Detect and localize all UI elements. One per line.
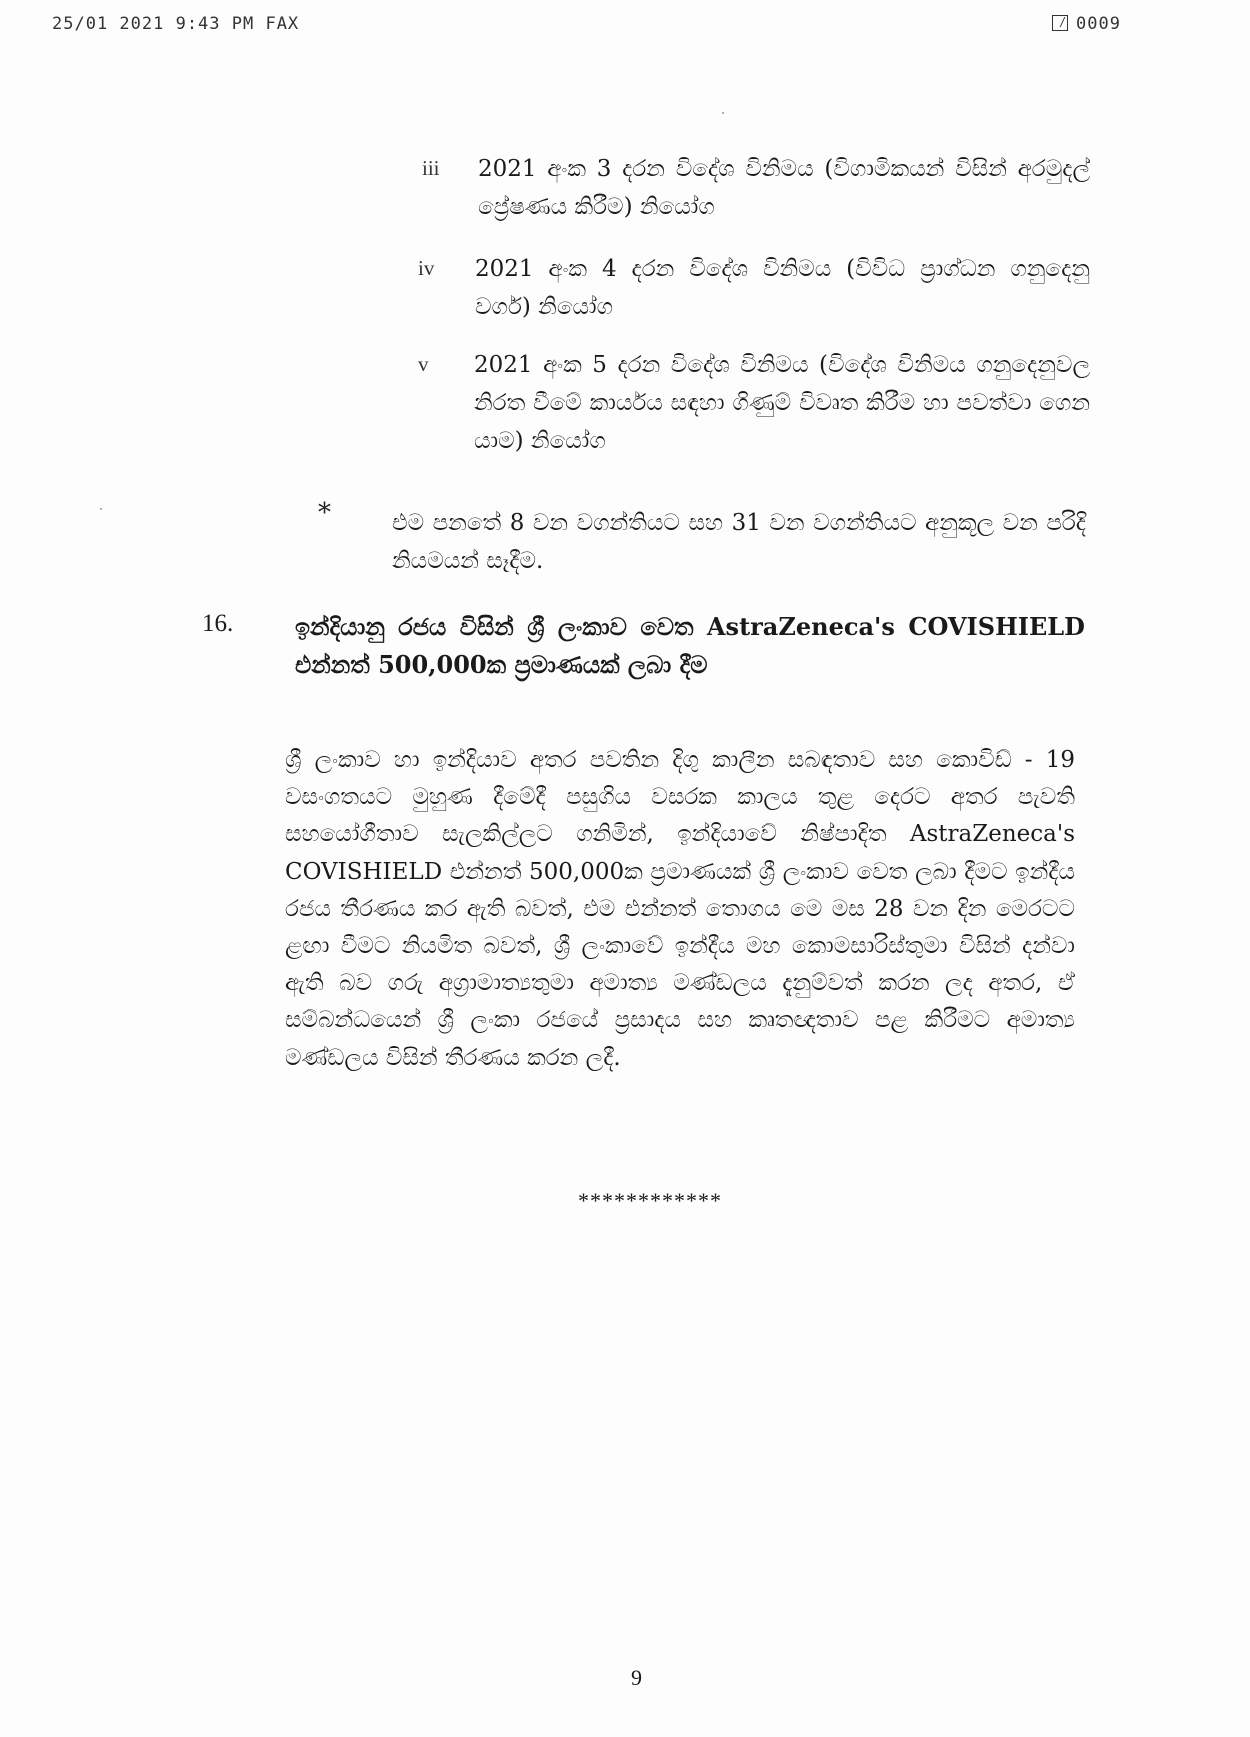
bullet-asterisk: * xyxy=(318,498,331,528)
sub-item-text-iv: 2021 අංක 4 දරන විදේශ විනිමය (විවිධ ප්‍රාග්ධන ගනුදෙනු වර්ග) නියෝග xyxy=(475,256,1090,320)
sub-item-numeral-v: v xyxy=(418,352,429,376)
page-number: 9 xyxy=(631,1665,642,1690)
fax-header-page-code xyxy=(1052,14,1121,34)
sub-item-text-iii: 2021 අංක 3 දරන විදේශ විනිමය (විගාමිකයන් විසින් අරමුදල් ප්‍රේෂණය කිරීම) නියෝග xyxy=(478,156,1090,220)
sub-item-numeral-iii: iii xyxy=(422,156,440,180)
section-number: 16. xyxy=(202,610,234,637)
scan-speck xyxy=(722,112,724,114)
section-separator: ************ xyxy=(578,1188,722,1213)
bullet-item-text: එම පනතේ 8 වන වගන්තියට සහ 31 වන වගන්තියට අනුකූල වන පරිදි නියමයන් සෑදීම. xyxy=(392,510,1086,574)
section-body-paragraph: ශ්‍රී ලංකාව හා ඉන්දියාව අතර පවතින දිගු කාලීන සබඳතාව සහ කොවිඩ් - 19 වසංගතයට මුහුණ දීමේදී පසුගිය වසරක කාලය තුළ දෙරට අතර පැවති සහයෝගීතාව සැලකිල්ලට ගනිමින්, ඉන්දියාවේ නිෂ්පාදිත AstraZeneca's COVISHIELD එන්නත් 500,000ක ප්‍රමාණයක් ශ්‍රී ලංකාව වෙත ලබා දීමට ඉන්දීය රජය තීරණය කර ඇති බවත්, එම එන්නත් තොගය මෙ මස 28 වන දින මෙරටට ළඟා වීමට නියමිත බවත්, ශ්‍රී ලංකාවේ ඉන්දීය මහ කොමසාරිස්තුමා විසින් දන්වා ඇති බව ගරු අග්‍රාමාත්‍යතුමා අමාත්‍ය මණ්ඩලය දැනුම්වත් කරන ලද අතර, ඒ සම්බන්ධයෙන් ශ්‍රී ලංකා රජයේ ප්‍රසාදය සහ කෘතඥතාව පළ කිරීමට අමාත්‍ය මණ්ඩලය විසින් තීරණය කරන ලදී. xyxy=(285,747,1075,1071)
section-title: ඉන්දියානු රජය විසින් ශ්‍රී ලංකාව වෙත AstraZeneca's COVISHIELD එන්නත් 500,000ක ප්‍රමාණයක් ලබා දීම xyxy=(295,612,1085,679)
fax-page-code-text: 0009 xyxy=(1076,14,1121,34)
sub-item-text-v: 2021 අංක 5 දරන විදේශ විනිමය (විදේශ විනිමය ගනුදෙනුවල නිරත වීමේ කාර්යය සඳහා ගිණුම් විවෘත කිරීම හා පවත්වා ගෙන යාම) නියෝග xyxy=(474,352,1090,454)
sub-item-numeral-iv: iv xyxy=(418,256,435,280)
fax-checkbox-icon xyxy=(1052,15,1068,31)
fax-header-timestamp: 25/01 2021 9:43 PM FAX xyxy=(52,14,300,34)
scan-speck xyxy=(100,508,102,510)
